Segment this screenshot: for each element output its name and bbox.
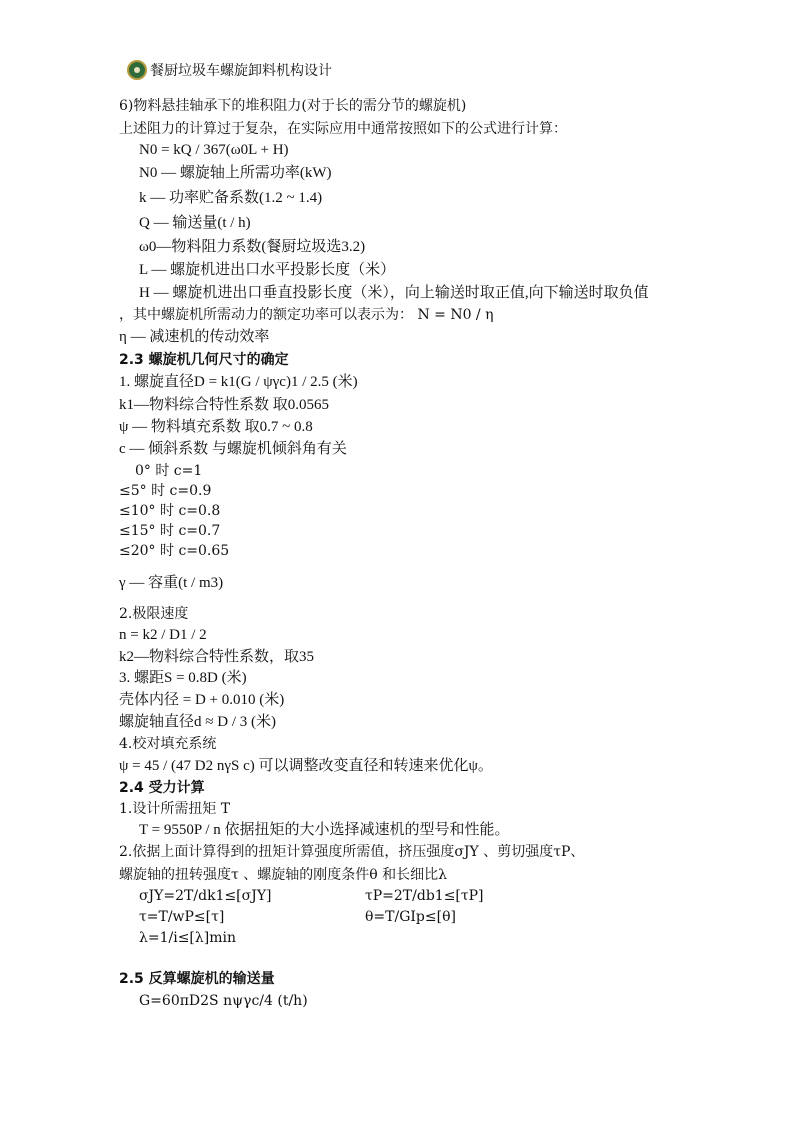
header-title: 餐厨垃圾车螺旋卸料机构设计 xyxy=(150,63,332,79)
formula-line: γ — 容重(t / m3) xyxy=(119,575,224,591)
strength-condition: σJY=2T/dk1≤[σJY] xyxy=(139,888,272,904)
section-heading: 2.5 反算螺旋机的输送量 xyxy=(119,971,275,987)
text-line: 上述阻力的计算过于复杂，在实际应用中通常按照如下的公式进行计算： xyxy=(119,121,567,137)
text-line: ，其中螺旋机所需动力的额定功率可以表示为： N = N0 / η xyxy=(119,307,494,323)
formula-line: Q — 输送量(t / h) xyxy=(139,215,251,231)
formula-line: η — 减速机的传动效率 xyxy=(119,329,270,345)
text-line: 4.校对填充系统 xyxy=(119,736,217,752)
formula-line: c — 倾斜系数 与螺旋机倾斜角有关 xyxy=(119,441,347,457)
strength-condition: τ=T/wP≤[τ] xyxy=(139,909,225,925)
text-line: G=60πD2S nψγc/4 (t/h) xyxy=(139,993,308,1009)
formula-line: ψ = 45 / (47 D2 nγS c) 可以调整改变直径和转速来优化ψ。 xyxy=(119,758,493,774)
angle-row: ≤20° 时 c=0.65 xyxy=(119,543,230,559)
angle-row: 0° 时 c=1 xyxy=(135,463,203,479)
page-header xyxy=(127,58,332,82)
angle-row: ≤5° 时 c=0.9 xyxy=(119,483,212,499)
formula-line: 1. 螺旋直径D = k1(G / ψγc)1 / 2.5 (米) xyxy=(119,374,358,390)
text-line: 2.依据上面计算得到的扭矩计算强度所需值，挤压强度σJY 、剪切强度τP、 xyxy=(119,844,585,860)
section-heading: 2.4 受力计算 xyxy=(119,780,205,796)
formula-line: k1—物料综合特性系数 取0.0565 xyxy=(119,397,330,413)
formula-line: n = k2 / D1 / 2 xyxy=(119,627,207,643)
strength-condition: λ=1/i≤[λ]min xyxy=(139,930,237,946)
text-line: 螺旋轴的扭转强度τ 、螺旋轴的刚度条件θ 和长细比λ xyxy=(119,867,447,883)
section-heading: 2.3 螺旋机几何尺寸的确定 xyxy=(119,352,289,368)
school-logo-icon xyxy=(127,60,147,80)
formula-line: k2—物料综合特性系数，取35 xyxy=(119,649,315,665)
formula-line: ω0—物料阻力系数(餐厨垃圾选3.2) xyxy=(139,239,366,255)
formula-line: k — 功率贮备系数(1.2 ~ 1.4) xyxy=(139,190,323,206)
strength-condition: τP=2T/db1≤[τP] xyxy=(365,888,484,904)
formula-line: 螺旋轴直径d ≈ D / 3 (米) xyxy=(119,714,276,730)
text-line: 2.极限速度 xyxy=(119,606,189,622)
angle-row: ≤10° 时 c=0.8 xyxy=(119,503,221,519)
text-line: 6)物料悬挂轴承下的堆积阻力(对于长的需分节的螺旋机) xyxy=(119,98,467,114)
angle-row: ≤15° 时 c=0.7 xyxy=(119,523,221,539)
text-line: 1.设计所需扭矩 T xyxy=(119,801,231,817)
formula-line: H — 螺旋机进出口垂直投影长度（米），向上输送时取正值,向下输送时取负值 xyxy=(139,285,649,301)
formula-line: T = 9550P / n 依据扭矩的大小选择减速机的型号和性能。 xyxy=(139,822,510,838)
strength-condition: θ=T/GIp≤[θ] xyxy=(365,909,456,925)
formula-line: ψ — 物料填充系数 取0.7 ~ 0.8 xyxy=(119,419,313,435)
formula-line: N0 = kQ / 367(ω0L + H) xyxy=(139,142,289,158)
formula-line: N0 — 螺旋轴上所需功率(kW) xyxy=(139,165,332,181)
formula-line: 壳体内径 = D + 0.010 (米) xyxy=(119,692,285,708)
formula-line: 3. 螺距S = 0.8D (米) xyxy=(119,670,247,686)
formula-line: L — 螺旋机进出口水平投影长度（米） xyxy=(139,262,396,278)
